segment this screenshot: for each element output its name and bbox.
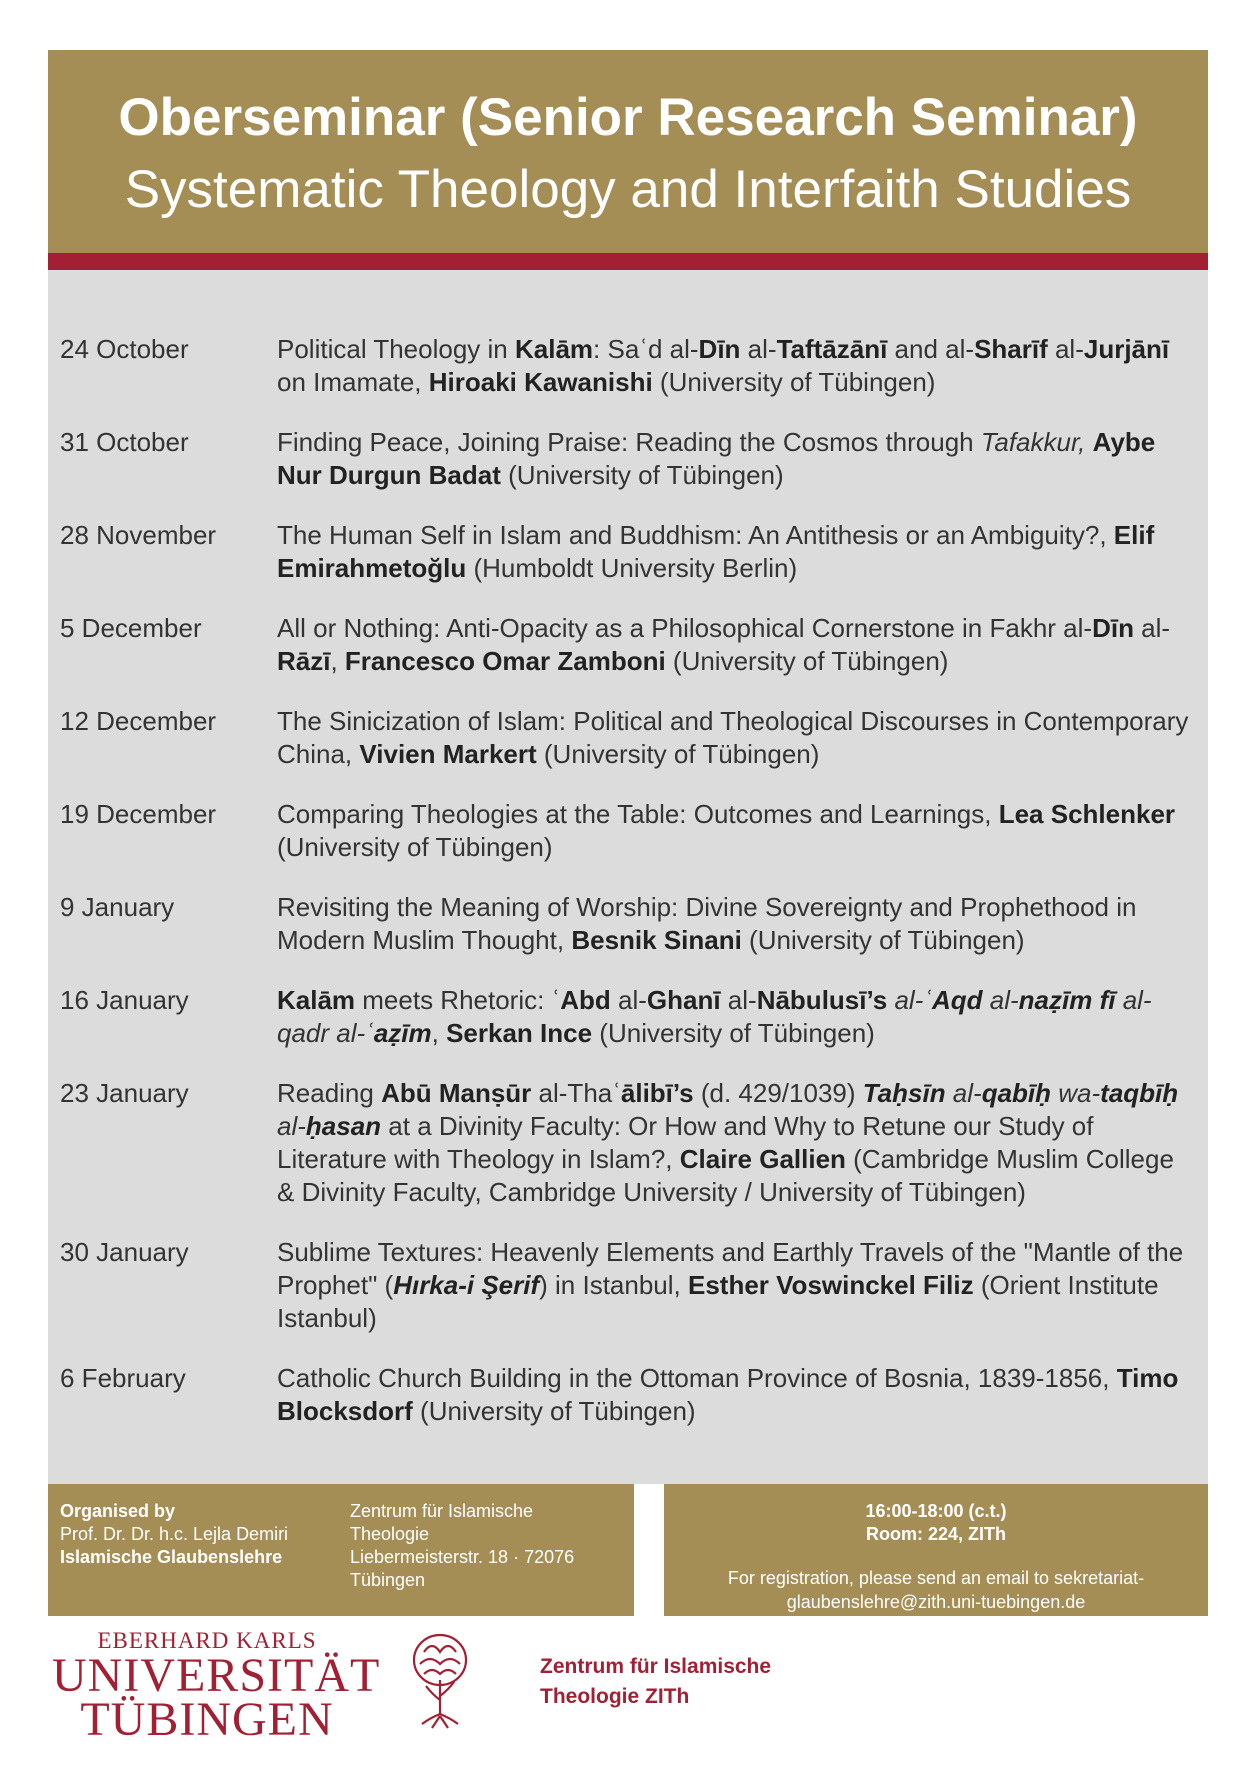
header-banner — [48, 50, 1208, 253]
session-description: Comparing Theologies at the Table: Outcomes and Learnings, Lea Schlenker (University of Tübingen) — [277, 799, 1176, 862]
session-date: 5 December — [60, 613, 202, 643]
schedule-row — [48, 1077, 1208, 1209]
schedule-panel — [48, 270, 1208, 1484]
address-line: Tübingen — [350, 1570, 426, 1590]
address-block — [350, 1500, 620, 1592]
university-logo-line3: TÜBINGEN — [80, 1693, 334, 1746]
time-room-box — [664, 1484, 1208, 1616]
session-date: 31 October — [60, 427, 189, 457]
schedule-row — [48, 519, 1208, 585]
session-date: 9 January — [60, 892, 175, 922]
address-line: Zentrum für Islamische — [350, 1501, 534, 1521]
schedule-row — [48, 891, 1208, 957]
registration-text: For registration, please send an email to sekretariat- — [727, 1568, 1145, 1588]
session-date: 16 January — [60, 985, 189, 1015]
university-logo — [52, 1628, 381, 1746]
organiser-info — [60, 1500, 288, 1569]
tree-logo-icon — [410, 1630, 470, 1730]
session-description: Reading Abū Manṣūr al-Thaʿālibī’s (d. 429/1039) Taḥsīn al-qabīḥ wa-taqbīḥ al-ḥasan at a Divinity Faculty: Or How and Why to Retune our Study of Literature with Theology in Islam?, Claire Gallien (Cambridge Muslim College & Divinity Faculty, Cambridge University / University of Tübingen) — [277, 1078, 1179, 1207]
session-date: 6 February — [60, 1363, 186, 1393]
session-date: 24 October — [60, 334, 189, 364]
university-logo-line2: UNIVERSITÄT — [52, 1649, 381, 1702]
schedule-row — [48, 1362, 1208, 1428]
session-description: Political Theology in Kalām: Saʿd al-Dīn al-Taftāzānī and al-Sharīf al-Jurjānī on Imamate, Hiroaki Kawanishi (University of Tübingen) — [277, 334, 1170, 397]
session-description: Finding Peace, Joining Praise: Reading the Cosmos through Tafakkur, Aybe Nur Durgun Badat (University of Tübingen) — [277, 427, 1156, 490]
session-description: All or Nothing: Anti-Opacity as a Philosophical Cornerstone in Fakhr al-Dīn al-Rāzī, Francesco Omar Zamboni (University of Tübingen) — [277, 613, 1171, 676]
session-description: Catholic Church Building in the Ottoman Province of Bosnia, 1839-1856, Timo Blocksdorf (University of Tübingen) — [277, 1363, 1179, 1426]
schedule-row — [48, 984, 1208, 1050]
session-date: 19 December — [60, 799, 217, 829]
address-line: Liebermeisterstr. 18 · 72076 — [350, 1547, 575, 1567]
university-logo-line1: EBERHARD KARLS — [97, 1628, 317, 1653]
zith-logo-line2: Theologie ZITh — [540, 1685, 690, 1708]
department-name: Islamische Glaubenslehre — [60, 1547, 283, 1567]
session-date: 30 January — [60, 1237, 189, 1267]
registration-info — [694, 1566, 1178, 1614]
organiser-name: Prof. Dr. Dr. h.c. Lejla Demiri — [60, 1524, 289, 1544]
session-description: The Human Self in Islam and Buddhism: An Antithesis or an Ambiguity?, Elif Emirahmetoğlu (Humboldt University Berlin) — [277, 520, 1155, 583]
session-date: 12 December — [60, 706, 217, 736]
zith-logo-line1: Zentrum für Islamische — [540, 1655, 772, 1678]
organised-by-label: Organised by — [60, 1501, 176, 1521]
session-description: Kalām meets Rhetoric: ʿAbd al-Ghanī al-Nābulusī’s al-ʿAqd al-naẓīm fī al-qadr al-ʿaẓīm, Serkan Ince (University of Tübingen) — [277, 985, 1152, 1048]
session-description: The Sinicization of Islam: Political and Theological Discourses in Contemporary China, Vivien Markert (University of Tübingen) — [277, 706, 1189, 769]
page-subtitle: Systematic Theology and Interfaith Studies — [124, 160, 1132, 219]
header-divider — [48, 253, 1208, 270]
schedule-row — [48, 333, 1208, 399]
session-description: Revisiting the Meaning of Worship: Divine Sovereignty and Prophethood in Modern Muslim Thought, Besnik Sinani (University of Tübingen) — [277, 892, 1137, 955]
address-line: Theologie — [350, 1524, 430, 1544]
organiser-box — [48, 1484, 634, 1616]
schedule-row — [48, 705, 1208, 771]
schedule-row — [48, 612, 1208, 678]
schedule-row — [48, 426, 1208, 492]
page-title: Oberseminar (Senior Research Seminar) — [118, 88, 1138, 147]
seminar-room: Room: 224, ZITh — [865, 1524, 1006, 1544]
zith-logo — [540, 1652, 771, 1712]
schedule-list — [48, 333, 1208, 1455]
schedule-row — [48, 798, 1208, 864]
registration-email: glaubenslehre@zith.uni-tuebingen.de — [786, 1592, 1086, 1612]
session-date: 28 November — [60, 520, 217, 550]
seminar-time: 16:00-18:00 (c.t.) — [865, 1501, 1007, 1521]
session-description: Sublime Textures: Heavenly Elements and Earthly Travels of the "Mantle of the Prophet" (Hırka-i Şerif) in Istanbul, Esther Voswinckel Filiz (Orient Institute Istanbul) — [277, 1237, 1184, 1333]
session-date: 23 January — [60, 1078, 189, 1108]
schedule-row — [48, 1236, 1208, 1335]
